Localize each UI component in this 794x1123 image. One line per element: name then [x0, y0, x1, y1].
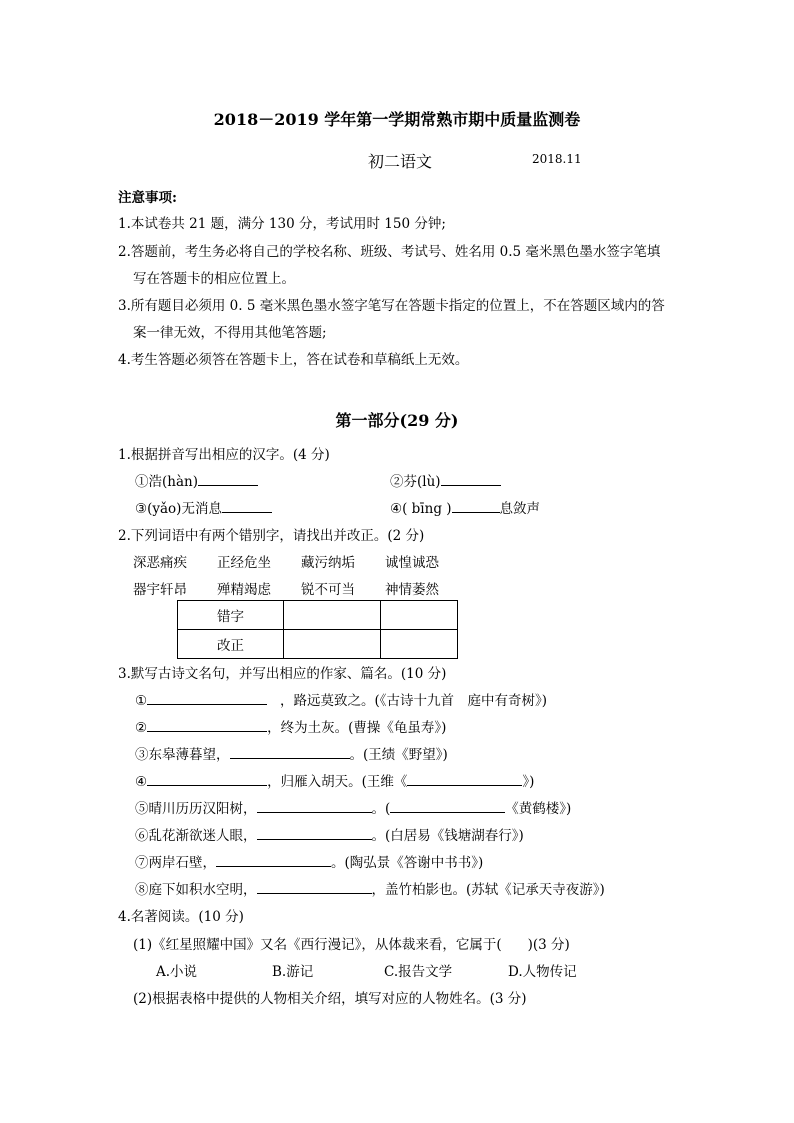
q3-l5-blank-1[interactable] [257, 798, 372, 813]
q3-line-8 [135, 878, 605, 898]
q1-a-blank[interactable] [198, 471, 258, 486]
q4-p1-post: )(3 分) [527, 937, 570, 953]
q3-l8-post: ，盖竹柏影也。(苏轼《记承天寺夜游》) [371, 882, 605, 898]
q3-l8-pre: ⑧庭下如积水空明， [135, 882, 257, 898]
q4-option-d[interactable]: D.人物传记 [508, 964, 577, 980]
exam-date: 2018.11 [532, 152, 582, 166]
q2-stem: 2.下列词语中有两个错别字，请找出并改正。(2 分) [118, 528, 425, 544]
q3-l5-mid: 。( [371, 801, 391, 817]
q4-stem: 4.名著阅读。(10 分) [118, 909, 244, 925]
q2-word-1: 深恶痛疾 [133, 555, 187, 571]
q3-l6-blank[interactable] [257, 825, 372, 840]
q3-line-6 [135, 824, 524, 844]
q3-l4-post: 》) [522, 774, 535, 790]
q3-l1-post: ，路远莫致之。(《古诗十九首 庭中有奇树》) [279, 693, 548, 709]
q4-option-c[interactable]: C.报告文学 [384, 964, 453, 980]
q3-l5-blank-2[interactable] [390, 798, 505, 813]
table-row [178, 630, 458, 659]
q2-word-8: 神情萎然 [385, 582, 439, 598]
q3-l1-pre: ① [135, 693, 148, 709]
q3-l8-blank[interactable] [257, 879, 372, 894]
q2-word-3: 藏污纳垢 [301, 555, 355, 571]
correction-cell-1[interactable] [284, 630, 381, 659]
q2-answer-table [177, 600, 458, 659]
q3-l4-blank-1[interactable] [147, 771, 267, 786]
q3-stem: 3.默写古诗文名句，并写出相应的作家、篇名。(10 分) [118, 666, 447, 682]
q3-line-7 [135, 851, 483, 871]
q3-line-3 [135, 743, 448, 763]
q2-word-6: 殚精竭虑 [217, 582, 271, 598]
q3-l3-pre: ③东皋薄暮望， [135, 747, 230, 763]
q3-l5-pre: ⑤晴川历历汉阳树， [135, 801, 257, 817]
table-row [178, 601, 458, 630]
notice-item-3: 3.所有题目必须用 0. 5 毫米黑色墨水签字笔写在答题卡指定的位置上，不在答题区域内的答 [118, 298, 665, 314]
q2-word-5: 器宇轩昂 [133, 582, 187, 598]
q1-b-blank[interactable] [441, 471, 501, 486]
q3-l4-pre: ④ [135, 774, 148, 790]
q1-c-blank[interactable] [222, 498, 272, 513]
q3-line-2 [135, 716, 446, 736]
exam-title: 2018－2019 学年第一学期常熟市期中质量监测卷 [213, 110, 581, 129]
q1-d-pre: ④( bīng ) [390, 501, 452, 517]
q4-option-a[interactable]: A.小说 [156, 964, 198, 980]
wrong-char-label: 错字 [178, 601, 284, 630]
q2-word-7: 锐不可当 [301, 582, 355, 598]
notice-item-2: 2.答题前，考生务必将自己的学校名称、班级、考试号、姓名用 0.5 毫米黑色墨水签字笔填 [118, 244, 661, 260]
q3-l7-blank[interactable] [216, 852, 331, 867]
q1-item-b [390, 470, 501, 490]
notice-item-4: 4.考生答题必须答在答题卡上，答在试卷和草稿纸上无效。 [118, 352, 469, 368]
wrong-char-cell-2[interactable] [381, 601, 458, 630]
q1-b-text: ②芬(lù) [390, 474, 441, 490]
q3-line-1 [135, 689, 547, 709]
correction-cell-2[interactable] [381, 630, 458, 659]
notice-item-3-cont: 案一律无效，不得用其他笔答题; [133, 325, 327, 341]
q1-item-a [135, 470, 258, 490]
q3-l4-mid: ，归雁入胡天。(王维《 [267, 774, 408, 790]
notice-item-2-cont: 写在答题卡的相应位置上。 [133, 271, 295, 287]
q3-l2-post: ，终为土灰。(曹操《龟虽寿》) [267, 720, 447, 736]
q4-p1-pre: (1)《红星照耀中国》又名《西行漫记》，从体裁来看，它属于( [133, 937, 502, 953]
q1-a-text: ①浩(hàn) [135, 474, 198, 490]
q3-l3-blank[interactable] [230, 744, 350, 759]
wrong-char-cell-1[interactable] [284, 601, 381, 630]
q2-word-2: 正经危坐 [217, 555, 271, 571]
q3-line-5 [135, 797, 571, 817]
q2-word-4: 诚惶诚恐 [385, 555, 439, 571]
q4-part-2: (2)根据表格中提供的人物相关介绍，填写对应的人物姓名。(3 分) [133, 991, 527, 1007]
q3-l2-pre: ② [135, 720, 148, 736]
q1-c-text: ③(yǎo)无消息 [135, 501, 222, 517]
q3-l6-pre: ⑥乱花渐欲迷人眼， [135, 828, 257, 844]
section-title: 第一部分(29 分) [335, 411, 459, 430]
q3-line-4 [135, 770, 534, 790]
notice-heading: 注意事项: [118, 190, 177, 206]
q3-l2-blank[interactable] [147, 717, 267, 732]
q3-l1-blank[interactable] [147, 690, 267, 705]
q1-item-d [390, 497, 540, 517]
correction-label: 改正 [178, 630, 284, 659]
q4-part-1 [133, 933, 570, 953]
q4-option-b[interactable]: B.游记 [272, 964, 314, 980]
q1-d-blank[interactable] [452, 498, 500, 513]
notice-item-1: 1.本试卷共 21 题，满分 130 分，考试用时 150 分钟; [118, 216, 446, 232]
q3-l5-post: 《黄鹤楼》) [505, 801, 572, 817]
q1-d-post: 息敛声 [499, 501, 541, 517]
q3-l4-blank-2[interactable] [407, 771, 522, 786]
q3-l7-pre: ⑦两岸石壁， [135, 855, 216, 871]
q1-item-c [135, 497, 272, 517]
q1-stem: 1.根据拼音写出相应的汉字。(4 分) [118, 447, 330, 463]
subject-label: 初二语文 [368, 152, 433, 171]
q3-l3-post: 。(王绩《野望》) [349, 747, 448, 763]
q3-l6-post: 。(白居易《钱塘湖春行》) [371, 828, 524, 844]
q3-l7-post: 。(陶弘景《答谢中书书》) [331, 855, 484, 871]
